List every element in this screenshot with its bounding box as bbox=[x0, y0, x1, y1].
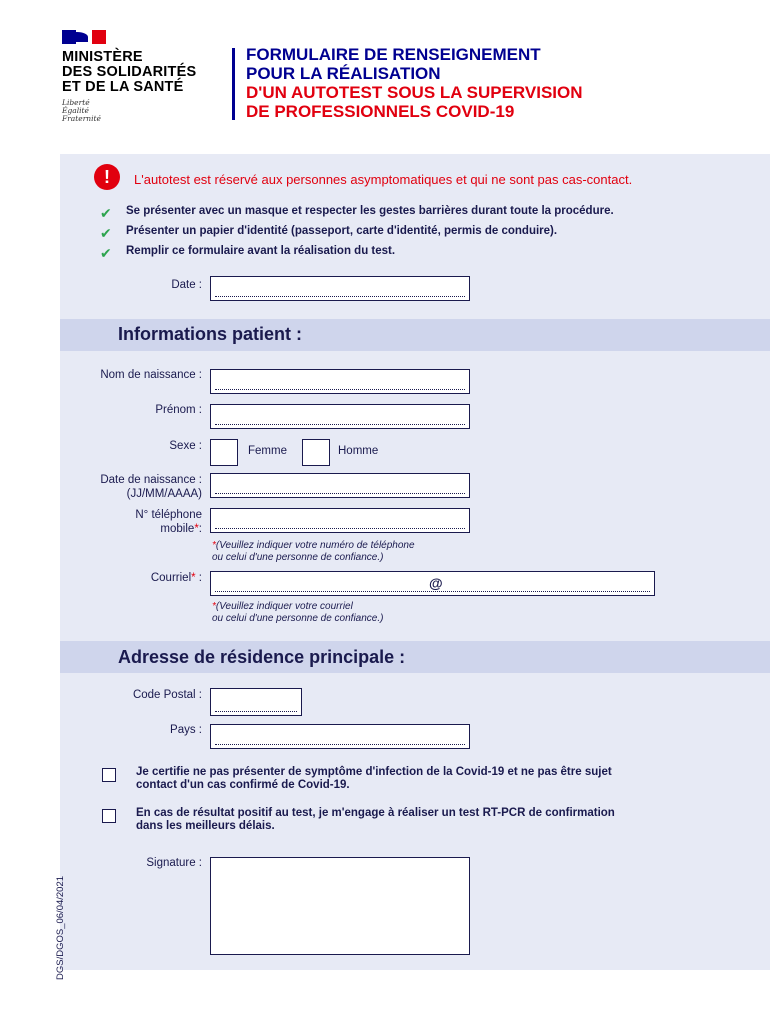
rule-item: Se présenter avec un masque et respecter les gestes barrières durant toute la procédure. bbox=[126, 205, 614, 217]
email-at-sign: @ bbox=[429, 575, 443, 591]
commit-text: En cas de résultat positif au test, je m'engage à réaliser un test RT-PCR de confirmation dans les meilleurs délais. bbox=[136, 807, 615, 832]
email-label: Courriel* : bbox=[150, 572, 202, 584]
homme-label: Homme bbox=[338, 445, 379, 457]
rule-item: Présenter un papier d'identité (passeport, carte d'identité, permis de conduire). bbox=[126, 225, 558, 237]
prenom-label: Prénom : bbox=[155, 404, 202, 416]
email-note: *(Veuillez indiquer votre courriel ou celui d'une personne de confiance.) bbox=[212, 601, 384, 624]
prenom-field[interactable] bbox=[210, 404, 470, 429]
warning-text: L'autotest est réservé aux personnes asymptomatiques et qui ne sont pas cas-contact. bbox=[134, 172, 633, 187]
signature-box[interactable] bbox=[210, 857, 470, 955]
dob-label: Date de naissance : (JJ/MM/AAAA) bbox=[100, 474, 202, 500]
signature-label: Signature : bbox=[146, 857, 202, 869]
postal-label: Code Postal : bbox=[132, 689, 202, 701]
marianne-icon bbox=[66, 32, 88, 42]
address-section-title: Adresse de résidence principale : bbox=[118, 647, 406, 667]
checkmark-icon: ✔ bbox=[100, 225, 112, 241]
homme-checkbox[interactable] bbox=[302, 439, 330, 466]
postal-field[interactable] bbox=[210, 688, 302, 716]
certify-checkbox[interactable] bbox=[102, 768, 116, 782]
sexe-label: Sexe : bbox=[169, 440, 202, 452]
nom-label: Nom de naissance : bbox=[100, 369, 202, 381]
republic-motto: Liberté Égalité Fraternité bbox=[62, 98, 101, 123]
patient-section-title: Informations patient : bbox=[118, 324, 302, 344]
date-field[interactable] bbox=[210, 276, 470, 301]
phone-note: *(Veuillez indiquer votre numéro de téléphone ou celui d'une personne de confiance.) bbox=[212, 540, 415, 563]
checkmark-icon: ✔ bbox=[100, 205, 112, 221]
country-label: Pays : bbox=[170, 724, 202, 736]
commit-checkbox[interactable] bbox=[102, 809, 116, 823]
marianne-logo bbox=[62, 30, 106, 44]
ministry-name: MINISTÈRE DES SOLIDARITÉS ET DE LA SANTÉ bbox=[62, 49, 197, 95]
femme-checkbox[interactable] bbox=[210, 439, 238, 466]
certify-text: Je certifie ne pas présenter de symptôme d'infection de la Covid-19 et ne pas être sujet contact d'un cas confirmé de Covid-19. bbox=[136, 766, 612, 791]
nom-field[interactable] bbox=[210, 369, 470, 394]
form-title: FORMULAIRE DE RENSEIGNEMENT POUR LA RÉALISATION D'UN AUTOTEST SOUS LA SUPERVISION DE PROFESSIONNELS COVID-19 bbox=[246, 45, 583, 121]
phone-label: N° téléphone mobile*: bbox=[135, 509, 202, 535]
email-field[interactable] bbox=[210, 571, 655, 596]
document-reference: DGS/DGOS_06/04/2021 bbox=[55, 875, 66, 980]
femme-label: Femme bbox=[248, 445, 287, 457]
checkmark-icon: ✔ bbox=[100, 245, 112, 261]
phone-field[interactable] bbox=[210, 508, 470, 533]
dob-field[interactable] bbox=[210, 473, 470, 498]
date-label: Date : bbox=[171, 279, 202, 291]
warning-icon: ! bbox=[94, 164, 120, 190]
header-divider bbox=[232, 48, 235, 120]
rule-item: Remplir ce formulaire avant la réalisation du test. bbox=[126, 245, 396, 257]
country-field[interactable] bbox=[210, 724, 470, 749]
